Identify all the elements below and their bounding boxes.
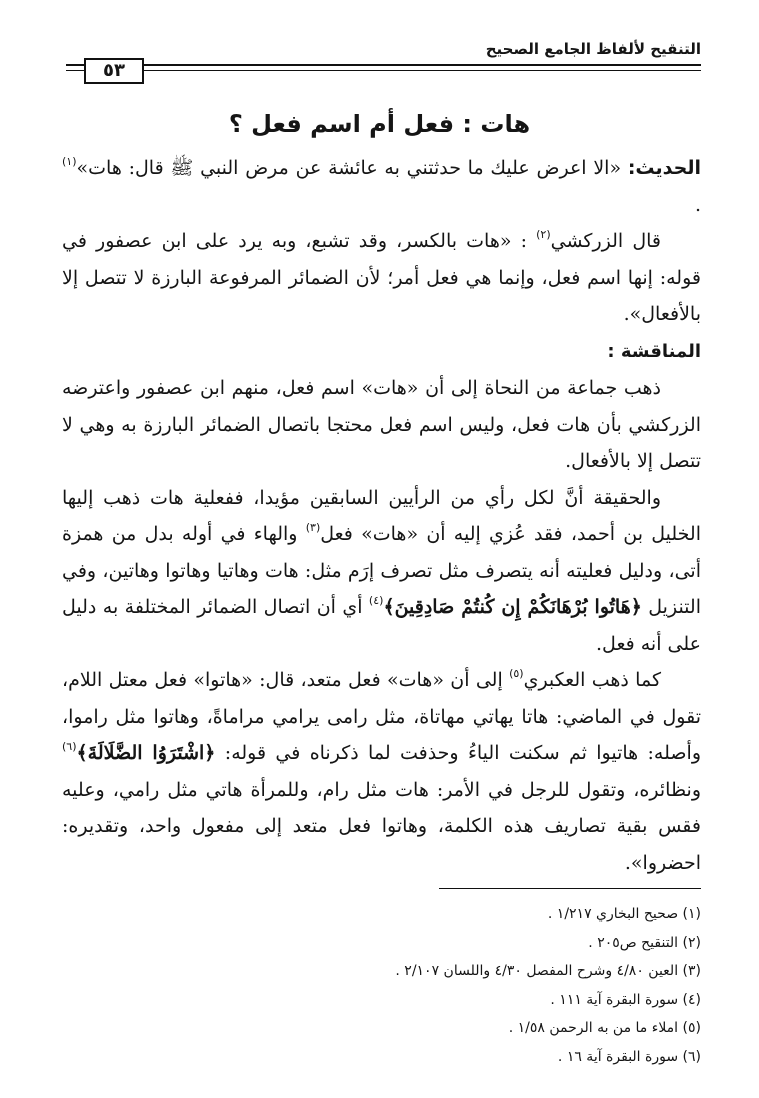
running-header-title: التنقيح لألفاظ الجامع الصحيح <box>485 40 701 58</box>
quran-verse-1: ﴿هَاتُوا بُرْهَانَكُمْ إِن كُنتُمْ صَادِقِينَ﴾ <box>383 596 642 618</box>
ukbari-text-b: إلى أن «هات» فعل متعد، قال: «هاتوا» فعل معتل اللام، تقول في الماضي: هاتا يهاتي مهاتاة، مثل رامى يرامي مراماةً، وهاتوا مثل راموا، وأصله: هاتيوا ثم سكنت الياءُ وحذفت لما ذكرناه في قوله: <box>62 669 702 764</box>
section-title: هات : فعل أم اسم فعل ؟ <box>228 110 531 138</box>
body-text <box>62 150 701 881</box>
truth-text-a: والحقيقة أنَّ لكل رأي من الرأيين السابقين مؤيدا، ففعلية هات ذهب إليها الخليل بن أحمد، فقد عُزي إليه أن «هات» فعل <box>62 486 701 545</box>
header-rule-left-segment <box>66 64 82 71</box>
footnote-ref-2: (٢) <box>536 228 551 241</box>
discussion-paragraph: ذهب جماعة من النحاة إلى أن «هات» اسم فعل، منهم ابن عصفور واعترضه الزركشي بأن هات فعل، وليس اسم فعل محتجا باتصال الضمائر البارزة به وهي لا تتصل إلا بالأفعال. <box>62 377 701 472</box>
footnote: (١) صحيح البخاري ١/٢١٧ . <box>547 906 701 922</box>
footnote-ref-6: (٦) <box>62 740 77 753</box>
hadith-paragraph: الحديث: «الا اعرض عليك ما حدثتني به عائشة عن مرض النبي ﷺ قال: هات»$^{(١)}$ . <box>62 155 701 216</box>
header-rule <box>66 64 701 71</box>
footnote: (٥) املاء ما من به الرحمن ١/٥٨ . <box>508 1020 701 1036</box>
footnote-ref-3: (٣) <box>305 521 321 534</box>
ukbari-text-c: ونظائره، وتقول للرجل في الأمر: هات مثل رام، وللمرأة هاتي مثل رامي، وعليه فقس بقية تصاريف هذه الكلمة، وهاتوا فعل متعد إلى مفعول واحد، وتقديره: احضروا». <box>62 778 701 874</box>
footnote-ref-1: (١) <box>62 155 77 168</box>
zarkashi-paragraph <box>62 223 701 333</box>
footnote: (٤) سورة البقرة آية ١١١ . <box>550 991 701 1008</box>
footnote: (٦) سورة البقرة آية ١٦ . <box>557 1048 701 1065</box>
ukbari-paragraph <box>62 662 701 881</box>
discussion-heading-line <box>62 333 701 371</box>
footnotes <box>62 900 701 1071</box>
page-number: ٥٣ <box>84 58 144 84</box>
footnote-separator <box>439 888 701 889</box>
truth-text-c: أي أن اتصال الضمائر المختلفة به دليل على أنه فعل. <box>62 596 701 655</box>
quran-verse-2: ﴿اشْتَرَوُا الضَّلَالَةَ﴾ <box>76 742 216 764</box>
ukbari-text-a: كما ذهب العكبري <box>523 669 661 691</box>
truth-text-b: والهاء في أوله بدل من همزة أتى، ودليل فعليته أنه يتصرف مثل تصرف إرَم مثل: هات وهاتيا وهاتوا وهاتين، وفي التنزيل <box>62 523 701 618</box>
truth-paragraph <box>62 480 701 663</box>
footnote-ref-4: (٤) <box>368 594 384 607</box>
footnote: (٢) التنقيح ص٢٠٥ . <box>588 934 701 951</box>
discussion-heading: المناقشة : <box>607 340 701 362</box>
hadith-label: الحديث: <box>627 157 701 179</box>
hadith-text: «الا اعرض عليك ما حدثتني به عائشة عن مرض النبي ﷺ قال: هات» <box>76 157 622 179</box>
zarkashi-intro: قال الزركشي <box>550 230 661 252</box>
footnote-ref-5: (٥) <box>509 667 524 680</box>
zarkashi-quote: : «هات بالكسر، وقد تشبع، وبه يرد على ابن عصفور في قوله: إنها اسم فعل، وإنما هي فعل أمر؛ لأن الضمائر المرفوعة البارزة لا تتصل إلا بالأفعال». <box>62 230 701 325</box>
footnote: (٣) العين ٤/٨٠ وشرح المفصل ٤/٣٠ واللسان ٢/١٠٧ . <box>395 963 701 979</box>
